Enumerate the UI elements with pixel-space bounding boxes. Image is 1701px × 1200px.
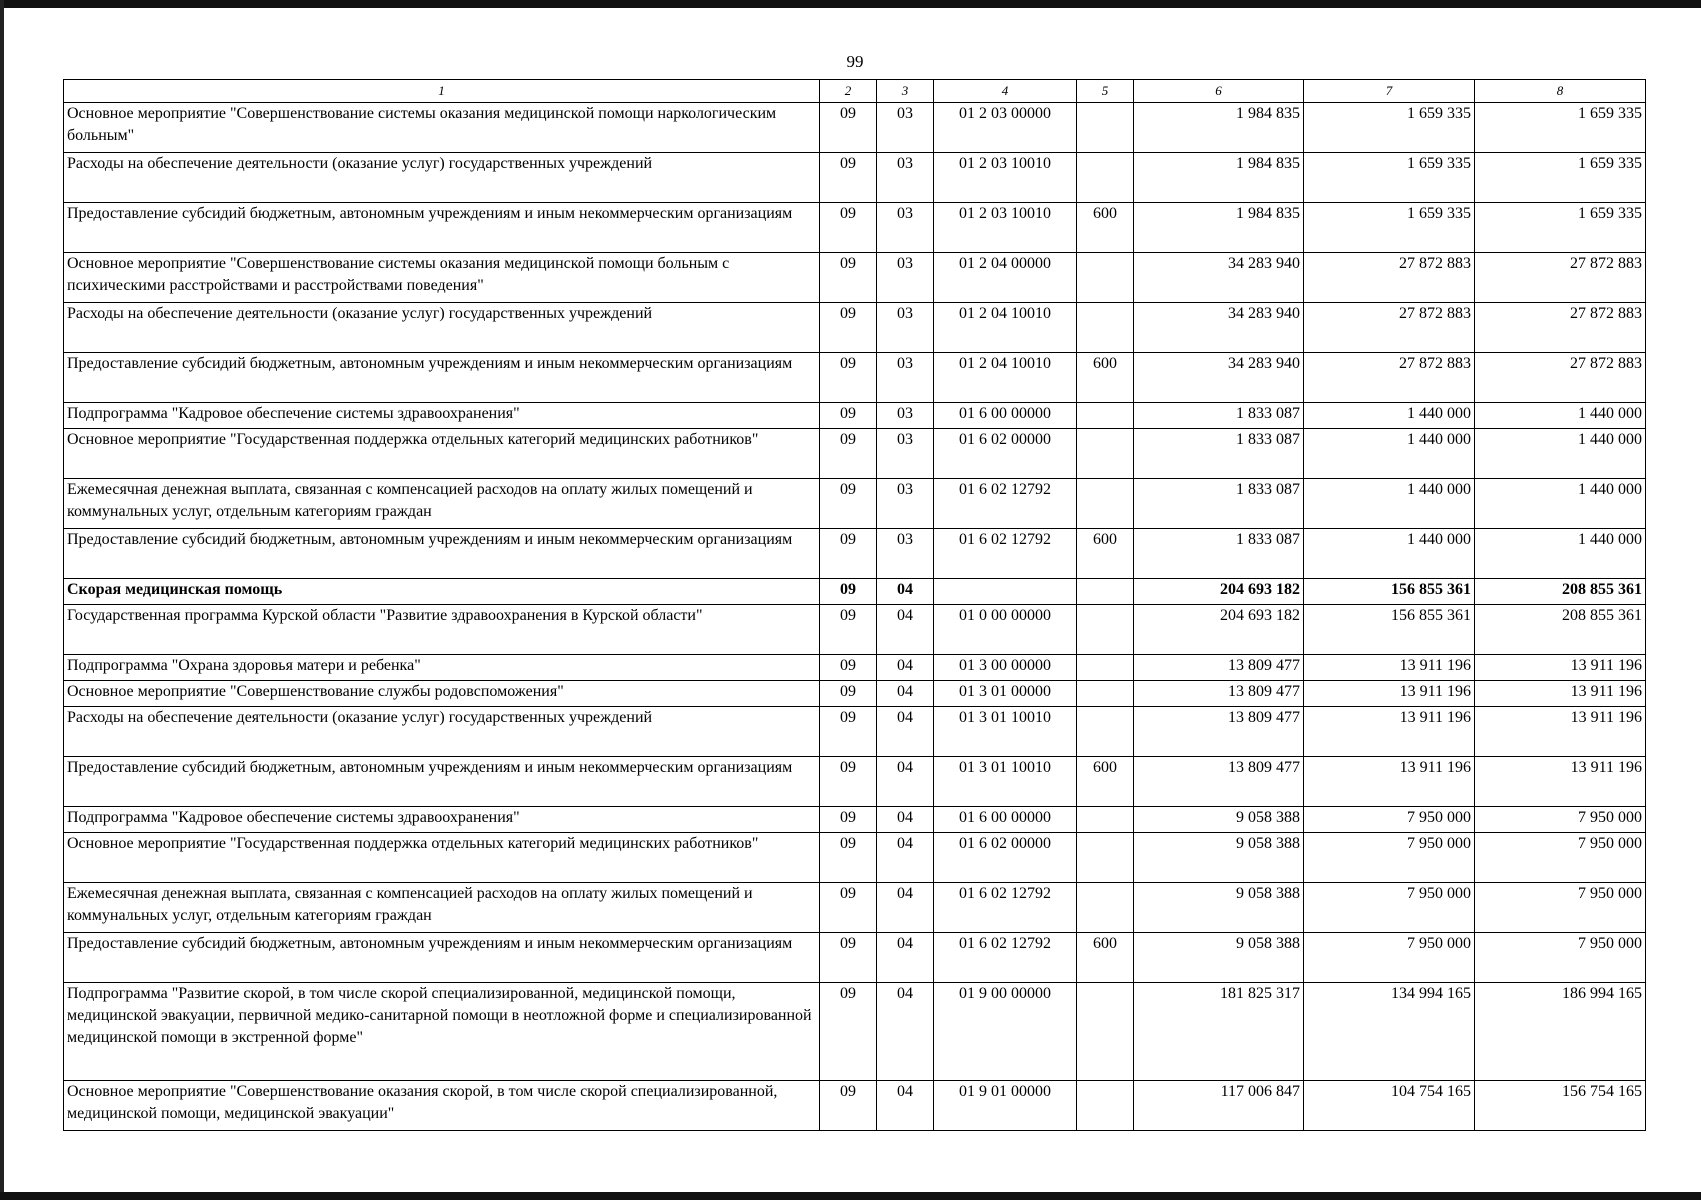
section-code-cell: 09: [820, 883, 877, 933]
subsection-code-cell: 04: [877, 807, 934, 833]
subsection-code-cell: 04: [877, 833, 934, 883]
amount-col6-cell: 9 058 388: [1134, 883, 1304, 933]
subsection-code-cell: 04: [877, 605, 934, 655]
amount-col6-cell: 34 283 940: [1134, 303, 1304, 353]
row-name-cell: Предоставление субсидий бюджетным, автономным учреждениям и иным некоммерческим организациям: [64, 203, 820, 253]
amount-col7-cell: 1 659 335: [1304, 103, 1475, 153]
row-name-cell: Предоставление субсидий бюджетным, автономным учреждениям и иным некоммерческим организациям: [64, 529, 820, 579]
scan-border-left: [0, 0, 4, 1200]
amount-col6-cell: 9 058 388: [1134, 807, 1304, 833]
section-code-cell: 09: [820, 681, 877, 707]
amount-col7-cell: 13 911 196: [1304, 707, 1475, 757]
column-header: 8: [1475, 80, 1646, 103]
expense-type-cell: [1077, 605, 1134, 655]
amount-col6-cell: 1 833 087: [1134, 479, 1304, 529]
subsection-code-cell: 03: [877, 103, 934, 153]
table-row: [64, 983, 1646, 1081]
expense-type-cell: [1077, 807, 1134, 833]
amount-col7-cell: 1 659 335: [1304, 203, 1475, 253]
amount-col6-cell: 1 984 835: [1134, 203, 1304, 253]
expense-type-cell: [1077, 253, 1134, 303]
table-row: [64, 353, 1646, 403]
expense-type-cell: [1077, 479, 1134, 529]
table-row: [64, 757, 1646, 807]
amount-col7-cell: 104 754 165: [1304, 1081, 1475, 1131]
target-article-cell: 01 6 02 12792: [934, 529, 1077, 579]
target-article-cell: 01 2 04 10010: [934, 353, 1077, 403]
target-article-cell: 01 3 01 00000: [934, 681, 1077, 707]
expense-type-cell: [1077, 579, 1134, 605]
subsection-code-cell: 03: [877, 529, 934, 579]
subsection-code-cell: 03: [877, 353, 934, 403]
expense-type-cell: [1077, 833, 1134, 883]
subsection-code-cell: 04: [877, 579, 934, 605]
subsection-code-cell: 03: [877, 203, 934, 253]
amount-col7-cell: 1 440 000: [1304, 479, 1475, 529]
subsection-code-cell: 03: [877, 303, 934, 353]
target-article-cell: [934, 579, 1077, 605]
row-name-cell: Предоставление субсидий бюджетным, автономным учреждениям и иным некоммерческим организациям: [64, 933, 820, 983]
amount-col8-cell: 13 911 196: [1475, 655, 1646, 681]
subsection-code-cell: 03: [877, 429, 934, 479]
section-code-cell: 09: [820, 303, 877, 353]
target-article-cell: 01 3 00 00000: [934, 655, 1077, 681]
amount-col7-cell: 13 911 196: [1304, 655, 1475, 681]
table-row: [64, 479, 1646, 529]
table-row: [64, 303, 1646, 353]
amount-col6-cell: 34 283 940: [1134, 353, 1304, 403]
subsection-code-cell: 04: [877, 983, 934, 1081]
target-article-cell: 01 9 00 00000: [934, 983, 1077, 1081]
amount-col8-cell: 13 911 196: [1475, 707, 1646, 757]
table-row: [64, 203, 1646, 253]
column-header: 1: [64, 80, 820, 103]
expense-type-cell: [1077, 655, 1134, 681]
column-header: 7: [1304, 80, 1475, 103]
expense-type-cell: 600: [1077, 933, 1134, 983]
row-name-cell: Предоставление субсидий бюджетным, автономным учреждениям и иным некоммерческим организациям: [64, 353, 820, 403]
amount-col6-cell: 13 809 477: [1134, 757, 1304, 807]
section-code-cell: 09: [820, 605, 877, 655]
row-name-cell: Основное мероприятие "Государственная поддержка отдельных категорий медицинских работников": [64, 429, 820, 479]
subsection-code-cell: 04: [877, 1081, 934, 1131]
subsection-code-cell: 04: [877, 655, 934, 681]
row-name-cell: Ежемесячная денежная выплата, связанная с компенсацией расходов на оплату жилых помещений и коммунальных услуг, отдельным категориям граждан: [64, 479, 820, 529]
column-header: 3: [877, 80, 934, 103]
target-article-cell: 01 6 02 12792: [934, 479, 1077, 529]
row-name-cell: Основное мероприятие "Государственная поддержка отдельных категорий медицинских работников": [64, 833, 820, 883]
amount-col8-cell: 186 994 165: [1475, 983, 1646, 1081]
amount-col8-cell: 7 950 000: [1475, 833, 1646, 883]
section-code-cell: 09: [820, 529, 877, 579]
section-code-cell: 09: [820, 1081, 877, 1131]
amount-col8-cell: 1 440 000: [1475, 429, 1646, 479]
row-name-cell: Расходы на обеспечение деятельности (оказание услуг) государственных учреждений: [64, 303, 820, 353]
section-code-cell: 09: [820, 153, 877, 203]
table-row: [64, 529, 1646, 579]
amount-col6-cell: 34 283 940: [1134, 253, 1304, 303]
amount-col6-cell: 181 825 317: [1134, 983, 1304, 1081]
section-code-cell: 09: [820, 253, 877, 303]
table-row: [64, 655, 1646, 681]
row-name-cell: Основное мероприятие "Совершенствование оказания скорой, в том числе скорой специализированной, медицинской помощи, медицинской эвакуации": [64, 1081, 820, 1131]
amount-col7-cell: 7 950 000: [1304, 933, 1475, 983]
amount-col7-cell: 134 994 165: [1304, 983, 1475, 1081]
expense-type-cell: [1077, 303, 1134, 353]
row-name-cell: Предоставление субсидий бюджетным, автономным учреждениям и иным некоммерческим организациям: [64, 757, 820, 807]
amount-col8-cell: 7 950 000: [1475, 883, 1646, 933]
amount-col7-cell: 1 440 000: [1304, 429, 1475, 479]
subsection-code-cell: 04: [877, 681, 934, 707]
subsection-code-cell: 04: [877, 757, 934, 807]
section-code-cell: 09: [820, 403, 877, 429]
table-row: [64, 103, 1646, 153]
column-header: 2: [820, 80, 877, 103]
amount-col6-cell: 13 809 477: [1134, 681, 1304, 707]
amount-col7-cell: 1 440 000: [1304, 529, 1475, 579]
expense-type-cell: [1077, 983, 1134, 1081]
target-article-cell: 01 6 00 00000: [934, 403, 1077, 429]
table-row: [64, 153, 1646, 203]
amount-col8-cell: 7 950 000: [1475, 807, 1646, 833]
expense-type-cell: [1077, 103, 1134, 153]
target-article-cell: 01 3 01 10010: [934, 707, 1077, 757]
target-article-cell: 01 6 02 12792: [934, 883, 1077, 933]
table-row: [64, 933, 1646, 983]
amount-col8-cell: 1 440 000: [1475, 403, 1646, 429]
table-row: [64, 579, 1646, 605]
amount-col7-cell: 156 855 361: [1304, 605, 1475, 655]
subsection-code-cell: 04: [877, 933, 934, 983]
subsection-code-cell: 03: [877, 253, 934, 303]
expense-type-cell: 600: [1077, 353, 1134, 403]
section-code-cell: 09: [820, 807, 877, 833]
amount-col7-cell: 156 855 361: [1304, 579, 1475, 605]
table-row: [64, 605, 1646, 655]
amount-col8-cell: 1 440 000: [1475, 479, 1646, 529]
row-name-cell: Основное мероприятие "Совершенствование системы оказания медицинской помощи наркологическим больным": [64, 103, 820, 153]
amount-col8-cell: 27 872 883: [1475, 303, 1646, 353]
page-number: 99: [846, 52, 864, 71]
table-row: [64, 883, 1646, 933]
amount-col8-cell: 1 659 335: [1475, 153, 1646, 203]
amount-col7-cell: 7 950 000: [1304, 883, 1475, 933]
amount-col6-cell: 117 006 847: [1134, 1081, 1304, 1131]
expense-type-cell: [1077, 883, 1134, 933]
amount-col7-cell: 1 440 000: [1304, 403, 1475, 429]
expense-type-cell: [1077, 1081, 1134, 1131]
table-row: [64, 833, 1646, 883]
table-row: [64, 429, 1646, 479]
table-body: [64, 103, 1646, 1131]
amount-col6-cell: 9 058 388: [1134, 933, 1304, 983]
section-code-cell: 09: [820, 833, 877, 883]
section-code-cell: 09: [820, 579, 877, 605]
amount-col6-cell: 13 809 477: [1134, 655, 1304, 681]
expense-type-cell: 600: [1077, 757, 1134, 807]
section-code-cell: 09: [820, 757, 877, 807]
amount-col6-cell: 1 984 835: [1134, 103, 1304, 153]
amount-col7-cell: 1 659 335: [1304, 153, 1475, 203]
amount-col7-cell: 27 872 883: [1304, 253, 1475, 303]
expense-type-cell: [1077, 403, 1134, 429]
amount-col7-cell: 7 950 000: [1304, 833, 1475, 883]
row-name-cell: Скорая медицинская помощь: [64, 579, 820, 605]
target-article-cell: 01 6 02 00000: [934, 429, 1077, 479]
target-article-cell: 01 6 02 12792: [934, 933, 1077, 983]
row-name-cell: Подпрограмма "Кадровое обеспечение системы здравоохранения": [64, 403, 820, 429]
target-article-cell: 01 9 01 00000: [934, 1081, 1077, 1131]
subsection-code-cell: 04: [877, 883, 934, 933]
subsection-code-cell: 04: [877, 707, 934, 757]
target-article-cell: 01 6 02 00000: [934, 833, 1077, 883]
expense-type-cell: [1077, 707, 1134, 757]
target-article-cell: 01 2 03 10010: [934, 203, 1077, 253]
section-code-cell: 09: [820, 707, 877, 757]
amount-col7-cell: 7 950 000: [1304, 807, 1475, 833]
section-code-cell: 09: [820, 353, 877, 403]
target-article-cell: 01 2 04 00000: [934, 253, 1077, 303]
row-name-cell: Ежемесячная денежная выплата, связанная с компенсацией расходов на оплату жилых помещений и коммунальных услуг, отдельным категориям граждан: [64, 883, 820, 933]
section-code-cell: 09: [820, 103, 877, 153]
target-article-cell: 01 2 03 10010: [934, 153, 1077, 203]
table-row: [64, 707, 1646, 757]
amount-col7-cell: 13 911 196: [1304, 757, 1475, 807]
amount-col8-cell: 208 855 361: [1475, 605, 1646, 655]
subsection-code-cell: 03: [877, 479, 934, 529]
row-name-cell: Государственная программа Курской области "Развитие здравоохранения в Курской области": [64, 605, 820, 655]
scan-border-bottom: [0, 1192, 1701, 1200]
table-row: [64, 807, 1646, 833]
expense-type-cell: [1077, 429, 1134, 479]
table-row: [64, 253, 1646, 303]
amount-col8-cell: 1 659 335: [1475, 103, 1646, 153]
target-article-cell: 01 0 00 00000: [934, 605, 1077, 655]
budget-table: [63, 79, 1646, 1131]
target-article-cell: 01 6 00 00000: [934, 807, 1077, 833]
section-code-cell: 09: [820, 479, 877, 529]
row-name-cell: Подпрограмма "Развитие скорой, в том числе скорой специализированной, медицинской помощи, медицинской эвакуации, первичной медико-санитарной помощи в неотложной форме и специализированной медицинской помощи в экстренной форме": [64, 983, 820, 1081]
expense-type-cell: [1077, 153, 1134, 203]
amount-col6-cell: 204 693 182: [1134, 605, 1304, 655]
table-row: [64, 403, 1646, 429]
column-header: 5: [1077, 80, 1134, 103]
amount-col8-cell: 208 855 361: [1475, 579, 1646, 605]
subsection-code-cell: 03: [877, 153, 934, 203]
row-name-cell: Подпрограмма "Кадровое обеспечение системы здравоохранения": [64, 807, 820, 833]
amount-col8-cell: 7 950 000: [1475, 933, 1646, 983]
scan-border-top: [0, 0, 1701, 8]
amount-col7-cell: 27 872 883: [1304, 353, 1475, 403]
section-code-cell: 09: [820, 429, 877, 479]
amount-col8-cell: 13 911 196: [1475, 757, 1646, 807]
table-row: [64, 681, 1646, 707]
amount-col8-cell: 27 872 883: [1475, 353, 1646, 403]
column-header: 6: [1134, 80, 1304, 103]
amount-col6-cell: 204 693 182: [1134, 579, 1304, 605]
target-article-cell: 01 2 04 10010: [934, 303, 1077, 353]
row-name-cell: Подпрограмма "Охрана здоровья матери и ребенка": [64, 655, 820, 681]
target-article-cell: 01 3 01 10010: [934, 757, 1077, 807]
row-name-cell: Расходы на обеспечение деятельности (оказание услуг) государственных учреждений: [64, 707, 820, 757]
amount-col6-cell: 1 833 087: [1134, 529, 1304, 579]
section-code-cell: 09: [820, 983, 877, 1081]
amount-col6-cell: 1 984 835: [1134, 153, 1304, 203]
amount-col6-cell: 9 058 388: [1134, 833, 1304, 883]
target-article-cell: 01 2 03 00000: [934, 103, 1077, 153]
expense-type-cell: [1077, 681, 1134, 707]
expense-type-cell: 600: [1077, 529, 1134, 579]
expense-type-cell: 600: [1077, 203, 1134, 253]
amount-col6-cell: 1 833 087: [1134, 403, 1304, 429]
amount-col8-cell: 13 911 196: [1475, 681, 1646, 707]
amount-col6-cell: 1 833 087: [1134, 429, 1304, 479]
amount-col6-cell: 13 809 477: [1134, 707, 1304, 757]
row-name-cell: Основное мероприятие "Совершенствование системы оказания медицинской помощи больным с психическими расстройствами и расстройствами поведения": [64, 253, 820, 303]
subsection-code-cell: 03: [877, 403, 934, 429]
amount-col7-cell: 27 872 883: [1304, 303, 1475, 353]
section-code-cell: 09: [820, 655, 877, 681]
section-code-cell: 09: [820, 933, 877, 983]
row-name-cell: Основное мероприятие "Совершенствование службы родовспоможения": [64, 681, 820, 707]
row-name-cell: Расходы на обеспечение деятельности (оказание услуг) государственных учреждений: [64, 153, 820, 203]
section-code-cell: 09: [820, 203, 877, 253]
table-row: [64, 1081, 1646, 1131]
amount-col8-cell: 27 872 883: [1475, 253, 1646, 303]
amount-col7-cell: 13 911 196: [1304, 681, 1475, 707]
column-header: 4: [934, 80, 1077, 103]
amount-col8-cell: 1 659 335: [1475, 203, 1646, 253]
column-number-row: [64, 80, 1646, 103]
amount-col8-cell: 1 440 000: [1475, 529, 1646, 579]
amount-col8-cell: 156 754 165: [1475, 1081, 1646, 1131]
